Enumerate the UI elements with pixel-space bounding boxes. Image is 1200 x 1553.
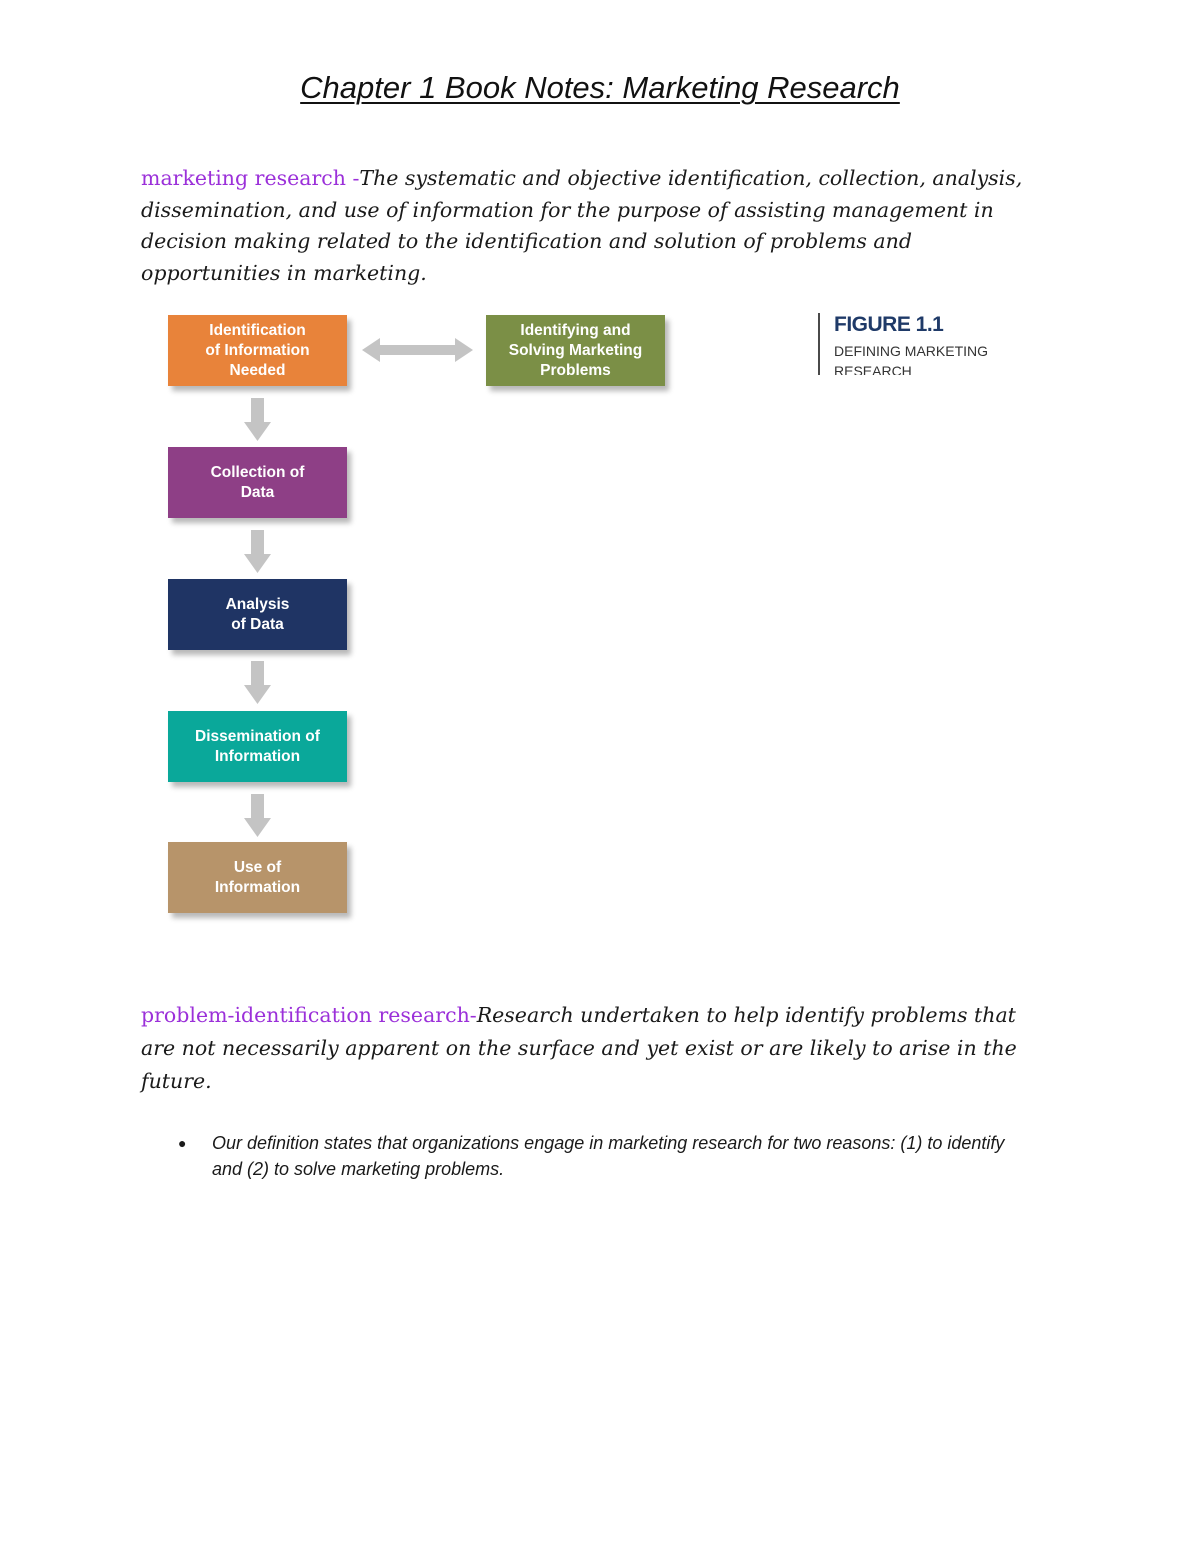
page-title: Chapter 1 Book Notes: Marketing Research	[300, 70, 900, 105]
figure-number: FIGURE 1.1	[834, 313, 944, 336]
definition-separator: -	[345, 166, 360, 190]
definition-text: The systematic and objective identification, collection, analysis, dissemination, and use of information for the purpose of assisting management in decision making related to the identification and solution of problems and opportunities in marketing.	[141, 166, 1023, 285]
definition-text: Research undertaken to help identify problems that are not necessarily apparent on the surface and yet exist or are likely to arise in the future.	[141, 1003, 1017, 1093]
figure-label	[818, 313, 1009, 375]
bullet-icon: ●	[178, 1135, 187, 1151]
figure-caption: DEFINING MARKETING RESEARCH	[834, 343, 989, 375]
definition-problem-identification	[141, 999, 1041, 1098]
list-item	[174, 1130, 1034, 1182]
down-arrow-icon	[244, 530, 271, 573]
double-arrow-icon	[362, 338, 473, 362]
definition-separator: -	[469, 1003, 477, 1027]
definition-term: problem-identification research	[141, 1003, 470, 1027]
definition-term: marketing research	[141, 166, 346, 190]
double-arrow-shape	[362, 338, 473, 362]
flow-step-collection: Collection of Data	[168, 447, 347, 518]
down-arrow-icon	[244, 661, 271, 704]
flow-step-identification: Identification of Information Needed	[168, 315, 347, 386]
flow-step-problems: Identifying and Solving Marketing Problems	[486, 315, 665, 386]
down-arrow-icon	[244, 794, 271, 837]
down-arrow-icon	[244, 398, 271, 441]
bullet-text: Our definition states that organizations engage in marketing research for two reasons: (1) to identify and (2) to solve marketing problems.	[212, 1133, 1005, 1179]
flow-step-dissemination: Dissemination of Information	[168, 711, 347, 782]
flow-step-analysis: Analysis of Data	[168, 579, 347, 650]
flow-step-use: Use of Information	[168, 842, 347, 913]
bullet-list	[174, 1130, 1034, 1182]
